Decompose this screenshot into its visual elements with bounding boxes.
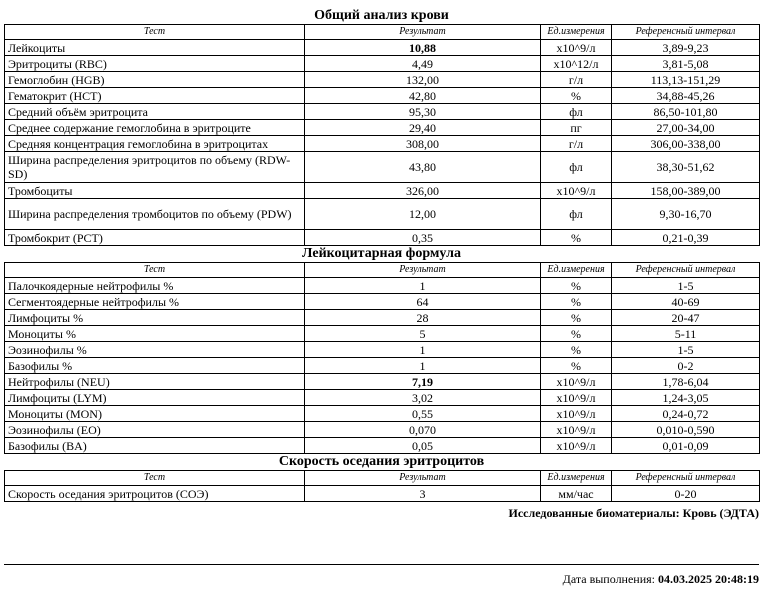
reference-cell: 86,50-101,80 [612, 104, 760, 120]
reference-cell: 0,010-0,590 [612, 422, 760, 438]
reference-cell: 27,00-34,00 [612, 120, 760, 136]
unit-cell: % [541, 230, 612, 246]
reference-cell: 0-2 [612, 358, 760, 374]
table-row [5, 406, 760, 422]
unit-cell: г/л [541, 72, 612, 88]
test-name-cell: Моноциты % [5, 326, 305, 342]
unit-cell: % [541, 342, 612, 358]
result-cell: 0,55 [305, 406, 541, 422]
section-title-diff: Лейкоцитарная формула [302, 246, 461, 261]
table-row [5, 104, 760, 120]
unit-cell: % [541, 88, 612, 104]
unit-cell: x10^9/л [541, 390, 612, 406]
header-ref: Референсный интервал [612, 25, 760, 40]
unit-cell: % [541, 310, 612, 326]
test-name-cell: Палочкоядерные нейтрофилы % [5, 278, 305, 294]
table-row [5, 294, 760, 310]
table-row [5, 422, 760, 438]
result-cell: 1 [305, 342, 541, 358]
test-name-cell: Скорость оседания эритроцитов (СОЭ) [5, 486, 305, 502]
reference-cell: 1-5 [612, 278, 760, 294]
table-row [5, 120, 760, 136]
table-row [5, 486, 760, 502]
result-cell: 4,49 [305, 56, 541, 72]
reference-cell: 0,24-0,72 [612, 406, 760, 422]
completion-date-label: Дата выполнения: [562, 572, 658, 586]
unit-cell: фл [541, 152, 612, 183]
header-ref: Референсный интервал [612, 263, 760, 278]
reference-cell: 3,81-5,08 [612, 56, 760, 72]
table-row [5, 390, 760, 406]
table-cbc [4, 24, 760, 246]
table-row [5, 310, 760, 326]
header-result: Результат [305, 471, 541, 486]
reference-cell: 34,88-45,26 [612, 88, 760, 104]
unit-cell: пг [541, 120, 612, 136]
footer-divider [4, 564, 759, 565]
unit-cell: x10^12/л [541, 56, 612, 72]
reference-cell: 1,78-6,04 [612, 374, 760, 390]
result-cell: 10,88 [305, 40, 541, 56]
reference-cell: 113,13-151,29 [612, 72, 760, 88]
test-name-cell: Лимфоциты % [5, 310, 305, 326]
unit-cell: % [541, 278, 612, 294]
result-cell: 12,00 [305, 199, 541, 230]
result-cell: 0,05 [305, 438, 541, 454]
table-row [5, 56, 760, 72]
table-row [5, 278, 760, 294]
result-cell: 326,00 [305, 183, 541, 199]
header-test: Тест [5, 25, 305, 40]
table-diff [4, 262, 760, 454]
section-title-esr: Скорость оседания эритроцитов [278, 454, 485, 469]
unit-cell: % [541, 294, 612, 310]
reference-cell: 5-11 [612, 326, 760, 342]
unit-cell: % [541, 326, 612, 342]
header-unit: Ед.измерения [541, 263, 612, 278]
test-name-cell: Базофилы (BA) [5, 438, 305, 454]
reference-cell: 1,24-3,05 [612, 390, 760, 406]
reference-cell: 0,21-0,39 [612, 230, 760, 246]
unit-cell: x10^9/л [541, 438, 612, 454]
result-cell: 7,19 [305, 374, 541, 390]
header-unit: Ед.измерения [541, 471, 612, 486]
table-row [5, 72, 760, 88]
test-name-cell: Моноциты (MON) [5, 406, 305, 422]
result-cell: 1 [305, 358, 541, 374]
result-cell: 3 [305, 486, 541, 502]
table-row [5, 230, 760, 246]
test-name-cell: Базофилы % [5, 358, 305, 374]
unit-cell: фл [541, 199, 612, 230]
reference-cell: 38,30-51,62 [612, 152, 760, 183]
result-cell: 95,30 [305, 104, 541, 120]
header-result: Результат [305, 25, 541, 40]
unit-cell: x10^9/л [541, 40, 612, 56]
unit-cell: фл [541, 104, 612, 120]
test-name-cell: Эритроциты (RBC) [5, 56, 305, 72]
header-test: Тест [5, 263, 305, 278]
unit-cell: x10^9/л [541, 374, 612, 390]
lab-report [0, 8, 763, 590]
unit-cell: x10^9/л [541, 406, 612, 422]
table-row [5, 342, 760, 358]
reference-cell: 20-47 [612, 310, 760, 326]
reference-cell: 0-20 [612, 486, 760, 502]
reference-cell: 9,30-16,70 [612, 199, 760, 230]
test-name-cell: Ширина распределения тромбоцитов по объему (PDW) [5, 199, 305, 230]
reference-cell: 158,00-389,00 [612, 183, 760, 199]
result-cell: 5 [305, 326, 541, 342]
table-row [5, 358, 760, 374]
result-cell: 308,00 [305, 136, 541, 152]
result-cell: 132,00 [305, 72, 541, 88]
test-name-cell: Средняя концентрация гемоглобина в эритроцитах [5, 136, 305, 152]
table-row [5, 374, 760, 390]
test-name-cell: Эозинофилы (EO) [5, 422, 305, 438]
table-row [5, 136, 760, 152]
section-title-cbc: Общий анализ крови [314, 8, 449, 23]
result-cell: 1 [305, 278, 541, 294]
test-name-cell: Среднее содержание гемоглобина в эритроците [5, 120, 305, 136]
unit-cell: мм/час [541, 486, 612, 502]
header-result: Результат [305, 263, 541, 278]
table-row [5, 88, 760, 104]
table-row [5, 152, 760, 183]
result-cell: 29,40 [305, 120, 541, 136]
table-header-row [5, 263, 760, 278]
reference-cell: 306,00-338,00 [612, 136, 760, 152]
result-cell: 3,02 [305, 390, 541, 406]
completion-date-value: 04.03.2025 20:48:19 [658, 572, 759, 586]
test-name-cell: Сегментоядерные нейтрофилы % [5, 294, 305, 310]
test-name-cell: Гемоглобин (HGB) [5, 72, 305, 88]
unit-cell: г/л [541, 136, 612, 152]
header-ref: Референсный интервал [612, 471, 760, 486]
table-row [5, 326, 760, 342]
test-name-cell: Тромбокрит (PCT) [5, 230, 305, 246]
unit-cell: x10^9/л [541, 183, 612, 199]
table-row [5, 40, 760, 56]
test-name-cell: Тромбоциты [5, 183, 305, 199]
result-cell: 42,80 [305, 88, 541, 104]
header-unit: Ед.измерения [541, 25, 612, 40]
biomaterial-note: Исследованные биоматериалы: Кровь (ЭДТА) [508, 506, 759, 520]
test-name-cell: Ширина распределения эритроцитов по объему (RDW-SD) [5, 152, 305, 183]
result-cell: 0,070 [305, 422, 541, 438]
result-cell: 43,80 [305, 152, 541, 183]
test-name-cell: Эозинофилы % [5, 342, 305, 358]
header-test: Тест [5, 471, 305, 486]
table-row [5, 183, 760, 199]
test-name-cell: Средний объём эритроцита [5, 104, 305, 120]
result-cell: 0,35 [305, 230, 541, 246]
test-name-cell: Нейтрофилы (NEU) [5, 374, 305, 390]
unit-cell: % [541, 358, 612, 374]
reference-cell: 1-5 [612, 342, 760, 358]
table-row [5, 199, 760, 230]
reference-cell: 40-69 [612, 294, 760, 310]
completion-date [563, 572, 759, 587]
result-cell: 64 [305, 294, 541, 310]
unit-cell: x10^9/л [541, 422, 612, 438]
test-name-cell: Гематокрит (HCT) [5, 88, 305, 104]
test-name-cell: Лимфоциты (LYM) [5, 390, 305, 406]
reference-cell: 3,89-9,23 [612, 40, 760, 56]
table-row [5, 438, 760, 454]
table-header-row [5, 471, 760, 486]
test-name-cell: Лейкоциты [5, 40, 305, 56]
result-cell: 28 [305, 310, 541, 326]
reference-cell: 0,01-0,09 [612, 438, 760, 454]
table-header-row [5, 25, 760, 40]
table-esr [4, 470, 760, 502]
